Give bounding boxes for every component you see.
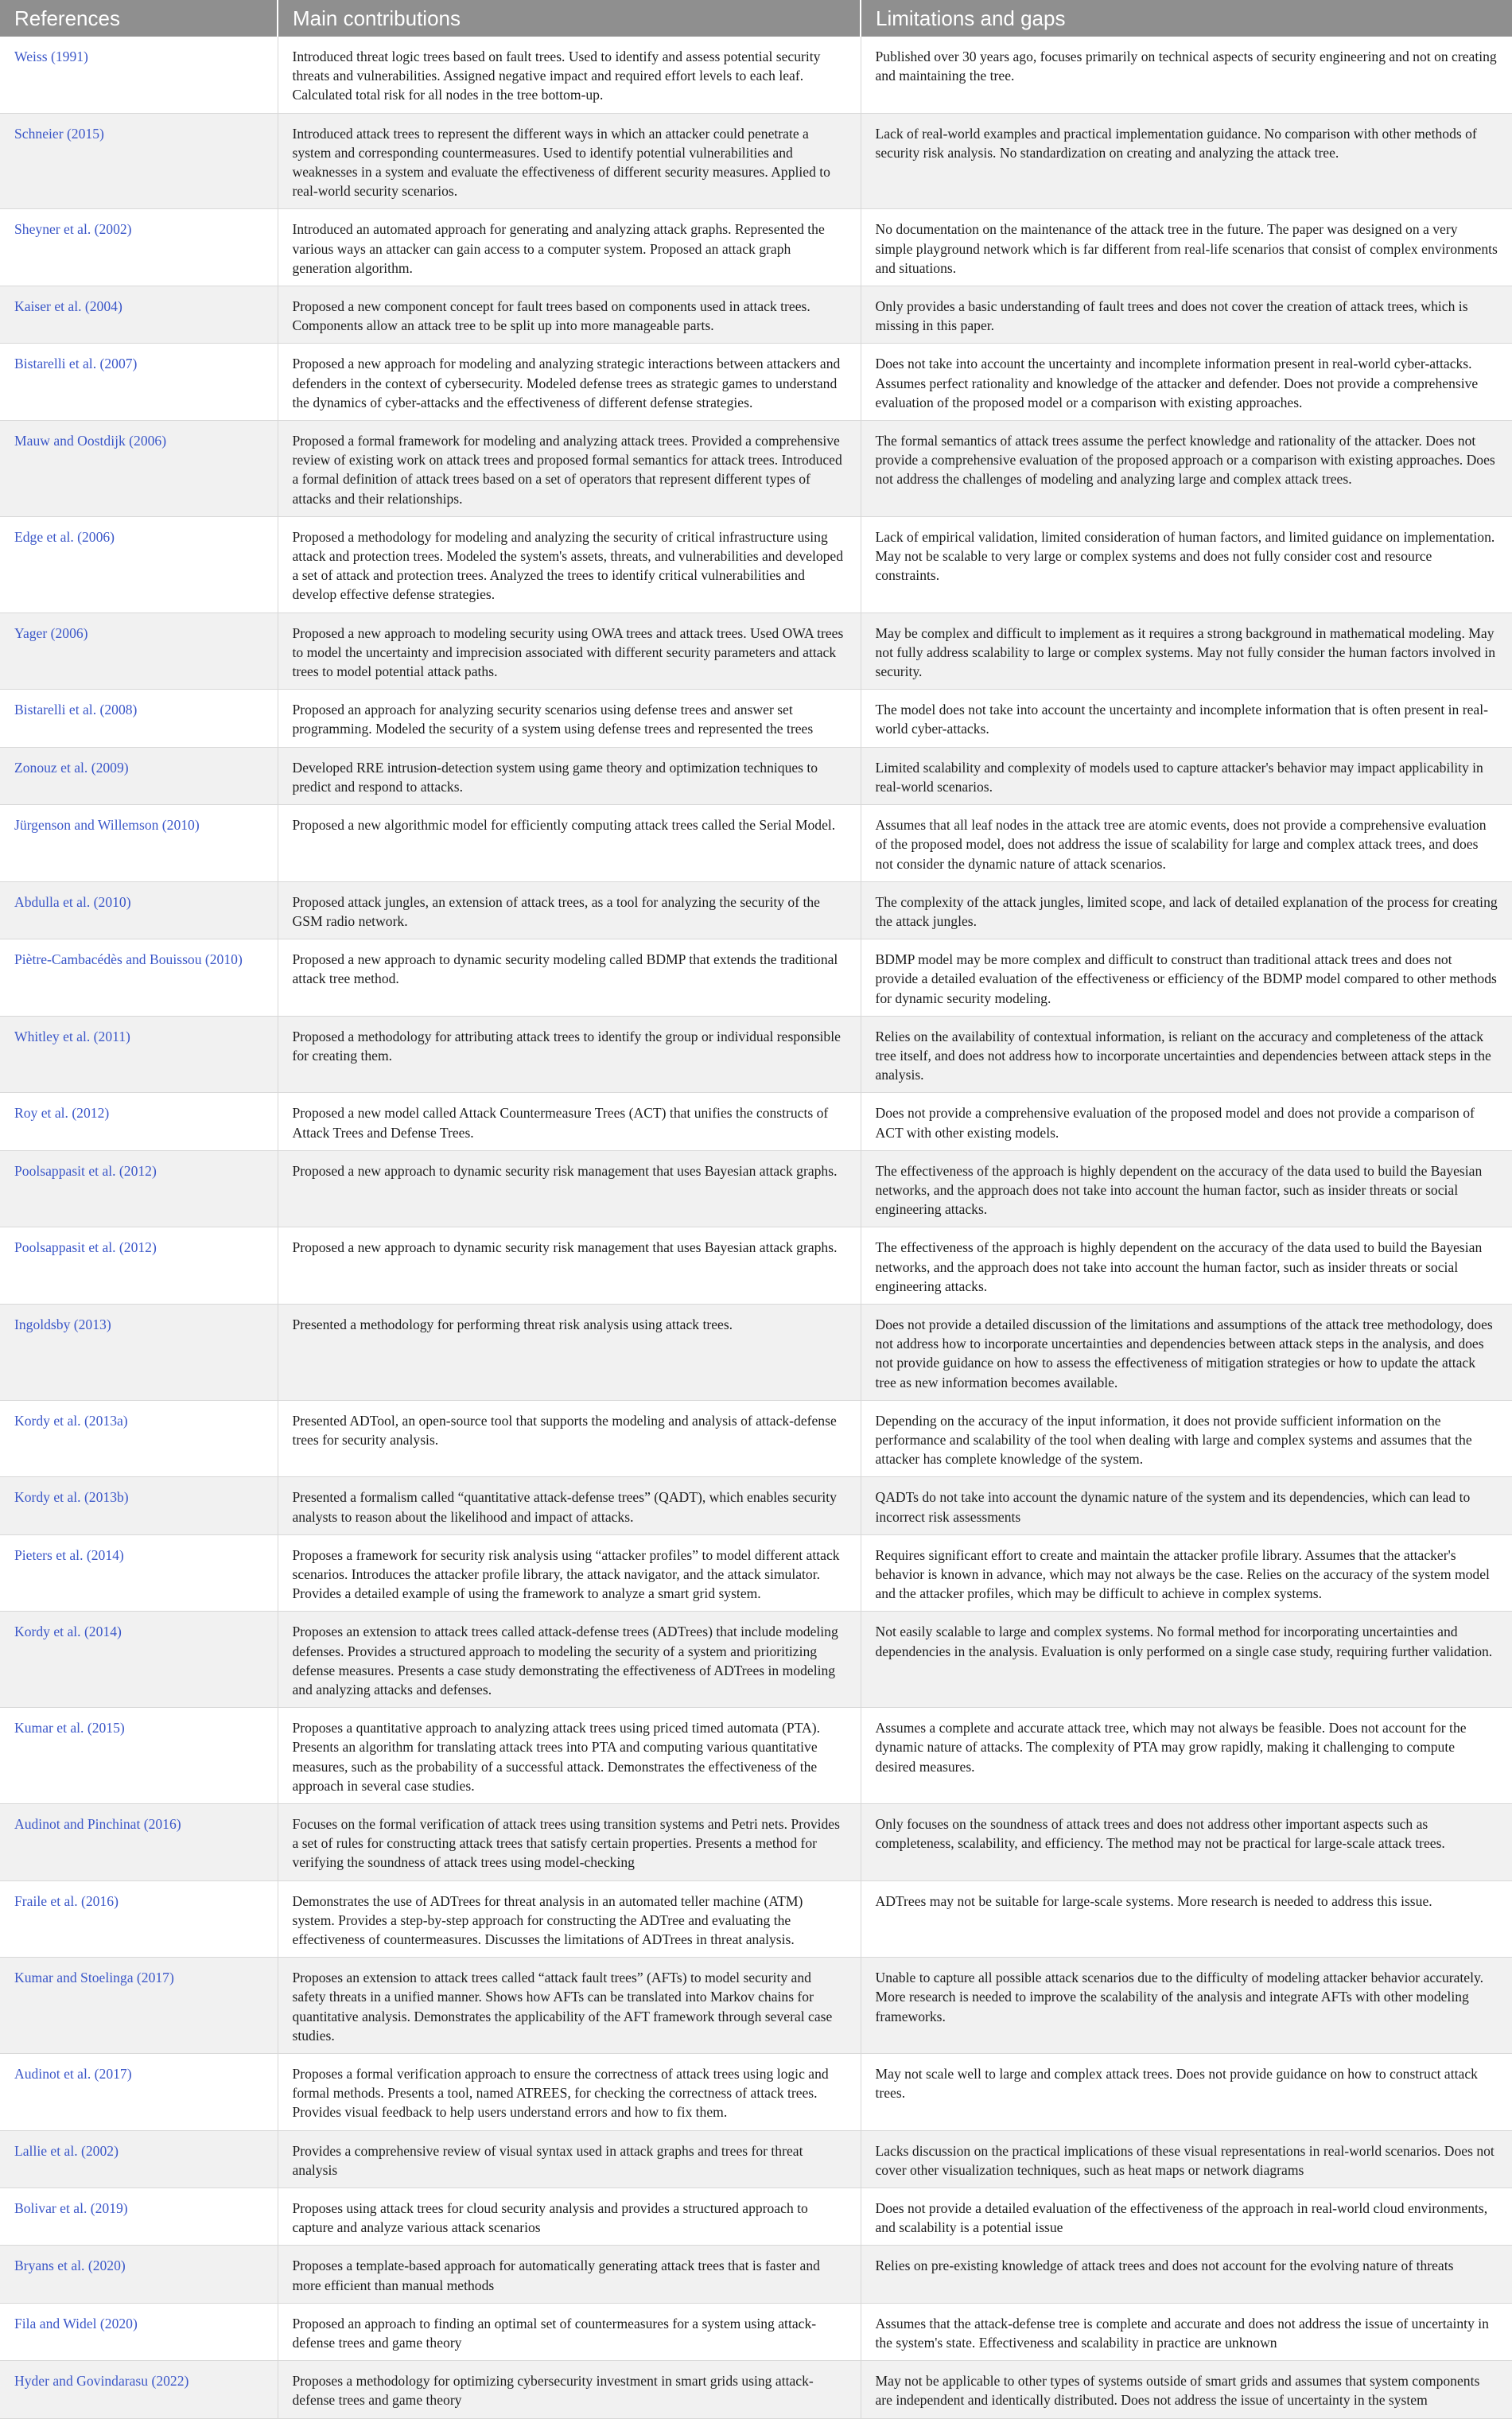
limitations-cell: Published over 30 years ago, focuses primarily on technical aspects of security engineering and not on creating and maintaining the tree. <box>861 37 1512 113</box>
reference-link[interactable]: Audinot and Pinchinat (2016) <box>14 1816 181 1833</box>
reference-cell <box>0 2054 278 2131</box>
reference-link[interactable]: Whitley et al. (2011) <box>14 1028 130 1044</box>
reference-cell <box>0 1093 278 1150</box>
reference-link[interactable]: Audinot et al. (2017) <box>14 2066 132 2083</box>
main-contribution-cell: Proposed a new approach for modeling and analyzing strategic interactions between attackers and defenders in the context of cybersecurity. Modeled defense trees as strategic games to understand the dynamics of cyber-attacks and the effectiveness of different defense strategies. <box>278 344 861 421</box>
reference-link[interactable]: Kumar et al. (2015) <box>14 1720 125 1736</box>
limitations-cell: Limited scalability and complexity of models used to capture attacker's behavior may impact applicability in real-world scenarios. <box>861 747 1512 804</box>
table-row <box>0 209 1512 286</box>
main-contribution-cell: Demonstrates the use of ADTrees for threat analysis in an automated teller machine (ATM) system. Provides a step-by-step approach for constructing the ADTree and evaluating the effectiveness of countermeasures. Discusses the limitations of ADTrees in threat analysis. <box>278 1880 861 1958</box>
limitations-cell: May not be applicable to other types of systems outside of smart grids and assumes that system components are independent and identically distributed. Does not address the issue of uncertainty in the system <box>861 2361 1512 2418</box>
main-contribution-cell: Presented a methodology for performing threat risk analysis using attack trees. <box>278 1304 861 1400</box>
table-row <box>0 1880 1512 1958</box>
reference-cell <box>0 1804 278 1881</box>
limitations-cell: The complexity of the attack jungles, limited scope, and lack of detailed explanation of the process for creating the attack jungles. <box>861 881 1512 939</box>
reference-link[interactable]: Mauw and Oostdijk (2006) <box>14 433 167 449</box>
table-row <box>0 690 1512 747</box>
reference-link[interactable]: Ingoldsby (2013) <box>14 1316 111 1332</box>
reference-link[interactable]: Kumar and Stoelinga (2017) <box>14 1970 174 1986</box>
main-contribution-cell: Presented a formalism called “quantitative attack-defense trees” (QADT), which enables security analysts to reason about the likelihood and impact of attacks. <box>278 1477 861 1534</box>
reference-cell <box>0 113 278 209</box>
table-row <box>0 37 1512 113</box>
reference-cell <box>0 37 278 113</box>
main-contribution-cell: Proposed a methodology for modeling and analyzing the security of critical infrastructure using attack and protection trees. Modeled the system's assets, threats, and vulnerabilities and developed a set of attack and protection trees. Analyzed the trees to identify critical vulnerabilities and develop effective defense strategies. <box>278 516 861 613</box>
main-contribution-cell: Proposed a new approach to dynamic security modeling called BDMP that extends the traditional attack tree method. <box>278 939 861 1017</box>
reference-link[interactable]: Kordy et al. (2013a) <box>14 1412 128 1429</box>
limitations-cell: The model does not take into account the uncertainty and incomplete information that is often present in real-world cyber-attacks. <box>861 690 1512 747</box>
limitations-cell: May be complex and difficult to implement as it requires a strong background in mathematical modeling. May not fully address scalability to large or complex systems. May not fully consider the human factors involved in security. <box>861 613 1512 690</box>
main-contribution-cell: Developed RRE intrusion-detection system using game theory and optimization techniques to predict and respond to attacks. <box>278 747 861 804</box>
reference-link[interactable]: Zonouz et al. (2009) <box>14 759 129 776</box>
main-contribution-cell: Introduced attack trees to represent the different ways in which an attacker could penetrate a system and corresponding countermeasures. Used to identify potential vulnerabilities and weaknesses in a system and evaluate the effectiveness of different security measures. Applied to real-world security scenarios. <box>278 113 861 209</box>
main-contribution-cell: Proposes an extension to attack trees called attack-defense trees (ADTrees) that include modeling defenses. Provides a structured approach to modeling the security of a system and prioritizing defense measures. Presents a case study demonstrating the effectiveness of ADTrees in modeling and analyzing attacks and defenses. <box>278 1612 861 1708</box>
main-contribution-cell: Presented ADTool, an open-source tool that supports the modeling and analysis of attack-defense trees for security analysis. <box>278 1400 861 1477</box>
limitations-cell: Assumes that the attack-defense tree is complete and accurate and does not address the issue of uncertainty in the system's state. Effectiveness and scalability in practice are unknown <box>861 2303 1512 2360</box>
reference-cell <box>0 2188 278 2246</box>
reference-cell <box>0 1880 278 1958</box>
reference-link[interactable]: Kaiser et al. (2004) <box>14 298 122 315</box>
table-row <box>0 2246 1512 2303</box>
main-contribution-cell: Proposed attack jungles, an extension of attack trees, as a tool for analyzing the security of the GSM radio network. <box>278 881 861 939</box>
table-row <box>0 2303 1512 2360</box>
table-row <box>0 1534 1512 1612</box>
main-contribution-cell: Introduced an automated approach for generating and analyzing attack graphs. Represented the various ways an attacker can gain access to a computer system. Proposed an attack graph generation algorithm. <box>278 209 861 286</box>
limitations-cell: No documentation on the maintenance of the attack tree in the future. The paper was designed on a very simple playground network which is far different from real-life scenarios that consist of complex environments and situations. <box>861 209 1512 286</box>
reference-cell <box>0 939 278 1017</box>
reference-cell <box>0 2130 278 2188</box>
table-row <box>0 1093 1512 1150</box>
table-row <box>0 344 1512 421</box>
table-row <box>0 2054 1512 2131</box>
reference-cell <box>0 805 278 882</box>
reference-link[interactable]: Lallie et al. (2002) <box>14 2142 119 2159</box>
reference-link[interactable]: Poolsappasit et al. (2012) <box>14 1162 157 1179</box>
table-row <box>0 1477 1512 1534</box>
main-contribution-cell: Proposed a methodology for attributing attack trees to identify the group or individual responsible for creating them. <box>278 1016 861 1093</box>
table-header <box>0 0 1512 37</box>
reference-link[interactable]: Schneier (2015) <box>14 125 104 142</box>
reference-link[interactable]: Poolsappasit et al. (2012) <box>14 1239 157 1256</box>
table-row <box>0 1227 1512 1305</box>
header-references: References <box>0 0 278 37</box>
limitations-cell: The formal semantics of attack trees assume the perfect knowledge and rationality of the attacker. Does not provide a comprehensive evaluation of the proposed approach or a comparison with existing approaches. Does not address the challenges of modeling and analyzing large and complex attack trees. <box>861 421 1512 517</box>
reference-cell <box>0 516 278 613</box>
main-contribution-cell: Proposes a template-based approach for automatically generating attack trees that is faster and more efficient than manual methods <box>278 2246 861 2303</box>
reference-cell <box>0 2361 278 2418</box>
reference-link[interactable]: Yager (2006) <box>14 624 88 641</box>
table-row <box>0 747 1512 804</box>
reference-cell <box>0 613 278 690</box>
limitations-cell: The effectiveness of the approach is highly dependent on the accuracy of the data used to build the Bayesian networks, and the approach does not take into account the human factor, such as insider threats or social engineering attacks. <box>861 1227 1512 1305</box>
reference-cell <box>0 286 278 344</box>
reference-link[interactable]: Fila and Widel (2020) <box>14 2315 138 2331</box>
table-row <box>0 805 1512 882</box>
reference-link[interactable]: Hyder and Govindarasu (2022) <box>14 2373 189 2390</box>
table-row <box>0 613 1512 690</box>
reference-link[interactable]: Kordy et al. (2014) <box>14 1624 122 1640</box>
limitations-cell: Relies on pre-existing knowledge of attack trees and does not account for the evolving nature of threats <box>861 2246 1512 2303</box>
reference-link[interactable]: Bistarelli et al. (2007) <box>14 356 138 372</box>
reference-link[interactable]: Jürgenson and Willemson (2010) <box>14 817 200 834</box>
limitations-cell: Lack of empirical validation, limited consideration of human factors, and limited guidance on implementation. May not be scalable to very large or complex systems and does not fully consider cost and resource constraints. <box>861 516 1512 613</box>
reference-cell <box>0 1150 278 1227</box>
reference-link[interactable]: Pieters et al. (2014) <box>14 1546 124 1563</box>
limitations-cell: Lack of real-world examples and practical implementation guidance. No comparison with other methods of security risk analysis. No standardization on creating and analyzing the attack tree. <box>861 113 1512 209</box>
main-contribution-cell: Proposes an extension to attack trees called “attack fault trees” (AFTs) to model security and safety threats in a unified manner. Shows how AFTs can be translated into Markov chains for quantitative analysis. Demonstrates the applicability of the AFT framework through several case studies. <box>278 1958 861 2054</box>
table-row <box>0 1304 1512 1400</box>
table-row <box>0 1612 1512 1708</box>
table-row <box>0 2188 1512 2246</box>
table-row <box>0 1400 1512 1477</box>
main-contribution-cell: Proposed a new model called Attack Countermeasure Trees (ACT) that unifies the constructs of Attack Trees and Defense Trees. <box>278 1093 861 1150</box>
limitations-cell: The effectiveness of the approach is highly dependent on the accuracy of the data used to build the Bayesian networks, and the approach does not take into account the human factor, such as insider threats or social engineering attacks. <box>861 1150 1512 1227</box>
reference-link[interactable]: Bistarelli et al. (2008) <box>14 702 138 718</box>
main-contribution-cell: Proposed a formal framework for modeling and analyzing attack trees. Provided a comprehensive review of existing work on attack trees and proposed formal semantics for attack trees. Introduced a formal definition of attack trees based on a set of operators that represent different types of attacks and their relationships. <box>278 421 861 517</box>
table-row <box>0 881 1512 939</box>
table-row <box>0 1016 1512 1093</box>
reference-link[interactable]: Fraile et al. (2016) <box>14 1892 119 1909</box>
main-contribution-cell: Focuses on the formal verification of attack trees using transition systems and Petri nets. Provides a set of rules for constructing attack trees that satisfy certain properties. Presents a method for verifying the soundness of attack trees using model-checking <box>278 1804 861 1881</box>
main-contribution-cell: Proposed an approach for analyzing security scenarios using defense trees and answer set programming. Modeled the security of a system using defense trees and represented the trees <box>278 690 861 747</box>
reference-cell <box>0 1958 278 2054</box>
reference-link[interactable]: Kordy et al. (2013b) <box>14 1489 129 1506</box>
reference-link[interactable]: Bryans et al. (2020) <box>14 2258 126 2274</box>
table-row <box>0 2361 1512 2418</box>
main-contribution-cell: Proposed a new approach to dynamic security risk management that uses Bayesian attack graphs. <box>278 1227 861 1305</box>
reference-cell <box>0 1016 278 1093</box>
header-limitations-and-gaps: Limitations and gaps <box>861 0 1512 37</box>
table-row <box>0 516 1512 613</box>
table-row <box>0 421 1512 517</box>
table-row <box>0 1804 1512 1881</box>
table-row <box>0 1708 1512 1804</box>
main-contribution-cell: Provides a comprehensive review of visual syntax used in attack graphs and trees for threat analysis <box>278 2130 861 2188</box>
limitations-cell: Does not take into account the uncertainty and incomplete information present in real-world cyber-attacks. Assumes perfect rationality and knowledge of the attacker and defender. Does not provide a comprehensive evaluation of the proposed model or a comparison with existing approaches. <box>861 344 1512 421</box>
limitations-cell: Requires significant effort to create and maintain the attacker profile library. Assumes that the attacker's behavior is known in advance, which may not always be the case. Relies on the accuracy of the system model and the attacker profiles, which may be difficult to achieve in complex systems. <box>861 1534 1512 1612</box>
reference-link[interactable]: Roy et al. (2012) <box>14 1105 110 1122</box>
limitations-cell: Does not provide a comprehensive evaluation of the proposed model and does not provide a comparison of ACT with other existing models. <box>861 1093 1512 1150</box>
main-contribution-cell: Proposed a new approach to modeling security using OWA trees and attack trees. Used OWA trees to model the uncertainty and imprecision associated with different security parameters and attack trees to model potential attack paths. <box>278 613 861 690</box>
limitations-cell: Assumes that all leaf nodes in the attack tree are atomic events, does not provide a comprehensive evaluation of the proposed model, does not address the issue of scalability for large and complex attack trees, and does not consider the dynamic nature of attack scenarios. <box>861 805 1512 882</box>
reference-cell <box>0 2246 278 2303</box>
limitations-cell: May not scale well to large and complex attack trees. Does not provide guidance on how to construct attack trees. <box>861 2054 1512 2131</box>
reference-cell <box>0 747 278 804</box>
header-main-contributions: Main contributions <box>278 0 861 37</box>
table-row <box>0 939 1512 1017</box>
table-body <box>0 37 1512 2418</box>
main-contribution-cell: Introduced threat logic trees based on fault trees. Used to identify and assess potential security threats and vulnerabilities. Assigned negative impact and required effort levels to each leaf. Calculated total risk for all nodes in the tree bottom-up. <box>278 37 861 113</box>
limitations-cell: Not easily scalable to large and complex systems. No formal method for incorporating uncertainties and dependencies in the analysis. Evaluation is only performed on a single case study, requiring further validation. <box>861 1612 1512 1708</box>
main-contribution-cell: Proposes a quantitative approach to analyzing attack trees using priced timed automata (PTA). Presents an algorithm for translating attack trees into PTA and computing various quantitative measures, such as the probability of a successful attack. Demonstrates the effectiveness of the approach in several case studies. <box>278 1708 861 1804</box>
reference-cell <box>0 209 278 286</box>
table-row <box>0 2130 1512 2188</box>
limitations-cell: Relies on the availability of contextual information, is reliant on the accuracy and completeness of the attack tree itself, and does not address how to incorporate uncertainties and dependencies between attack steps in the analysis. <box>861 1016 1512 1093</box>
reference-cell <box>0 1534 278 1612</box>
reference-cell <box>0 1304 278 1400</box>
reference-cell <box>0 1400 278 1477</box>
header-row <box>0 0 1512 37</box>
limitations-cell: QADTs do not take into account the dynamic nature of the system and its dependencies, which can lead to incorrect risk assessments <box>861 1477 1512 1534</box>
reference-cell <box>0 881 278 939</box>
limitations-cell: Assumes a complete and accurate attack tree, which may not always be feasible. Does not account for the dynamic nature of attacks. The complexity of PTA may grow rapidly, making it challenging to compute desired measures. <box>861 1708 1512 1804</box>
limitations-cell: Depending on the accuracy of the input information, it does not provide sufficient information on the performance and scalability of the tool when dealing with large and complex systems and assumes that the attacker has complete knowledge of the system. <box>861 1400 1512 1477</box>
limitations-cell: Does not provide a detailed discussion of the limitations and assumptions of the attack tree methodology, does not address how to incorporate uncertainties and dependencies between attack steps in the analysis, and does not provide guidance on how to assess the effectiveness of mitigation strategies or how to update the attack tree as new information becomes available. <box>861 1304 1512 1400</box>
reference-link[interactable]: Weiss (1991) <box>14 49 88 64</box>
limitations-cell: BDMP model may be more complex and difficult to construct than traditional attack trees and does not provide a detailed evaluation of the effectiveness or efficiency of the BDMP model compared to other methods for dynamic security modeling. <box>861 939 1512 1017</box>
limitations-cell: Does not provide a detailed evaluation of the effectiveness of the approach in real-world cloud environments, and scalability is a potential issue <box>861 2188 1512 2246</box>
main-contribution-cell: Proposed an approach to finding an optimal set of countermeasures for a system using attack-defense trees and game theory <box>278 2303 861 2360</box>
main-contribution-cell: Proposes a formal verification approach to ensure the correctness of attack trees using logic and formal methods. Presents a tool, named ATREES, for checking the correctness of attack trees. Provides visual feedback to help users understand errors and how to fix them. <box>278 2054 861 2131</box>
main-contribution-cell: Proposed a new algorithmic model for efficiently computing attack trees called the Serial Model. <box>278 805 861 882</box>
main-contribution-cell: Proposed a new approach to dynamic security risk management that uses Bayesian attack graphs. <box>278 1150 861 1227</box>
table-row <box>0 1150 1512 1227</box>
reference-cell <box>0 1227 278 1305</box>
reference-cell <box>0 1612 278 1708</box>
reference-cell <box>0 1708 278 1804</box>
reference-cell <box>0 1477 278 1534</box>
main-contribution-cell: Proposes a framework for security risk analysis using “attacker profiles” to model different attack scenarios. Introduces the attacker profile library, the attack navigator, and the attack simulator. Provides a detailed example of using the framework to analyze a smart grid system. <box>278 1534 861 1612</box>
main-contribution-cell: Proposes a methodology for optimizing cybersecurity investment in smart grids using attack-defense trees and game theory <box>278 2361 861 2418</box>
reference-link[interactable]: Piètre-Cambacédès and Bouissou (2010) <box>14 951 243 968</box>
limitations-cell: Only provides a basic understanding of fault trees and does not cover the creation of attack trees, which is missing in this paper. <box>861 286 1512 344</box>
table-row <box>0 113 1512 209</box>
main-contribution-cell: Proposed a new component concept for fault trees based on components used in attack trees. Components allow an attack tree to be split up into more manageable parts. <box>278 286 861 344</box>
reference-link[interactable]: Sheyner et al. (2002) <box>14 221 132 238</box>
main-contribution-cell: Proposes using attack trees for cloud security analysis and provides a structured approach to capture and analyze various attack scenarios <box>278 2188 861 2246</box>
limitations-cell: Lacks discussion on the practical implications of these visual representations in real-world scenarios. Does not cover other visualization techniques, such as heat maps or network diagrams <box>861 2130 1512 2188</box>
reference-cell <box>0 421 278 517</box>
limitations-cell: ADTrees may not be suitable for large-scale systems. More research is needed to address this issue. <box>861 1880 1512 1958</box>
table-row <box>0 1958 1512 2054</box>
reference-cell <box>0 690 278 747</box>
reference-cell <box>0 344 278 421</box>
table-row <box>0 286 1512 344</box>
reference-link[interactable]: Abdulla et al. (2010) <box>14 893 131 910</box>
reference-link[interactable]: Edge et al. (2006) <box>14 528 115 545</box>
reference-link[interactable]: Bolivar et al. (2019) <box>14 2200 128 2217</box>
reference-cell <box>0 2303 278 2360</box>
limitations-cell: Unable to capture all possible attack scenarios due to the difficulty of modeling attacker behavior accurately. More research is needed to improve the scalability of the analysis and integrate AFTs with other modeling frameworks. <box>861 1958 1512 2054</box>
limitations-cell: Only focuses on the soundness of attack trees and does not address other important aspects such as completeness, scalability, and efficiency. The method may not be practical for large-scale attack trees. <box>861 1804 1512 1881</box>
